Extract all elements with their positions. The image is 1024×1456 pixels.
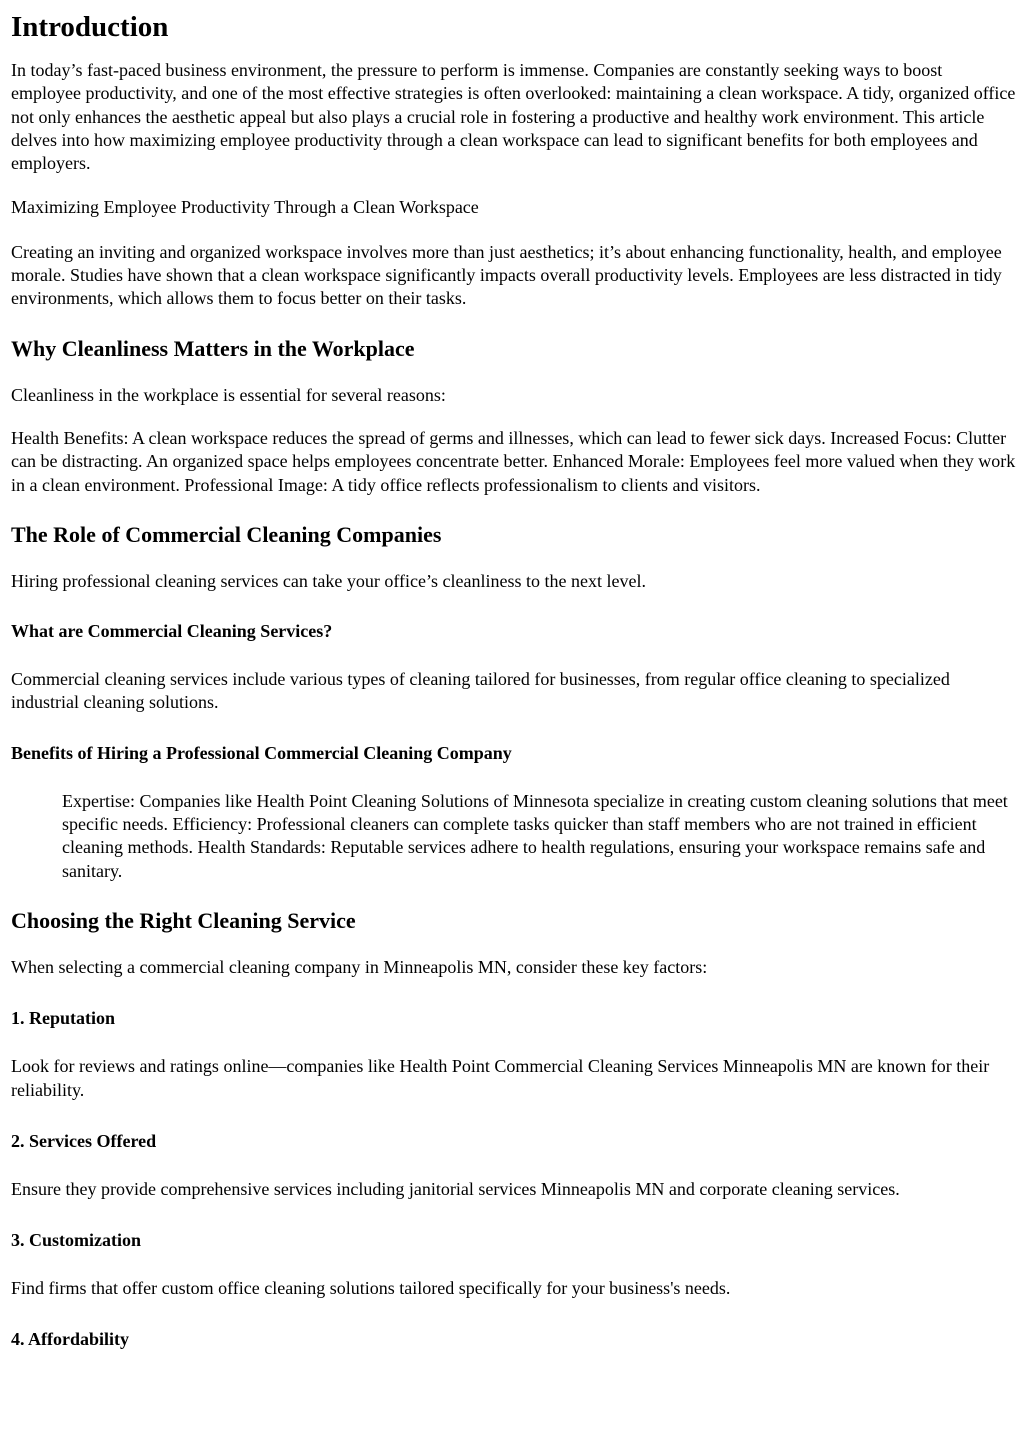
why-lead-paragraph: Cleanliness in the workplace is essential for several reasons: (11, 384, 446, 405)
heading-choosing-service: Choosing the Right Cleaning Service (11, 907, 356, 933)
heading-role-commercial: The Role of Commercial Cleaning Companies (11, 521, 442, 547)
subtitle-line: Maximizing Employee Productivity Through a Clean Workspace (11, 197, 479, 218)
role-lead-paragraph: Hiring professional cleaning services can take your office’s cleanliness to the next level. (11, 570, 646, 591)
factor-body-customization: Find firms that offer custom office cleaning solutions tailored specifically for your business's needs. (11, 1278, 731, 1299)
factor-heading-services: 2. Services Offered (11, 1130, 157, 1151)
factor-body-services: Ensure they provide comprehensive services including janitorial services Minneapolis MN and corporate cleaning services. (11, 1178, 900, 1199)
heading-why-cleanliness: Why Cleanliness Matters in the Workplace (11, 335, 415, 361)
article (0, 10, 1024, 1350)
heading-what-are-services: What are Commercial Cleaning Services? (11, 621, 333, 642)
factor-heading-reputation: 1. Reputation (11, 1008, 116, 1029)
intro-paragraph: In today’s fast-paced business environment, the pressure to perform is immense. Companies are constantly seeking ways to boost employee productivity, and one of the most effective strategies is often overlooked: maintaining a clean workspace. A tidy, organized office not only enhances the aesthetic appeal but also plays a crucial role in fostering a productive and healthy work environment. This article delves into how maximizing employee productivity through a clean workspace can lead to significant benefits for both employees and employers. (11, 60, 1016, 174)
factor-body-reputation: Look for reviews and ratings online—companies like Health Point Commercial Cleaning Services Minneapolis MN are known for their reliability. (11, 1056, 990, 1100)
heading-benefits-hiring: Benefits of Hiring a Professional Commercial Cleaning Company (11, 742, 512, 763)
choosing-lead-paragraph: When selecting a commercial cleaning company in Minneapolis MN, consider these key factors: (11, 956, 708, 977)
subtitle-paragraph: Creating an inviting and organized workspace involves more than just aesthetics; it’s about enhancing functionality, health, and employee morale. Studies have shown that a clean workspace significantly impacts overall productivity levels. Employees are less distracted in tidy environments, which allows them to focus better on their tasks. (11, 241, 1002, 309)
factor-heading-affordability: 4. Affordability (11, 1329, 130, 1350)
page-title: Introduction (11, 11, 169, 43)
factor-heading-customization: 3. Customization (11, 1230, 141, 1251)
benefits-body-paragraph: Expertise: Companies like Health Point Cleaning Solutions of Minnesota specialize in creating custom cleaning solutions that meet specific needs. Efficiency: Professional cleaners can complete tasks quicker than staff members who are not trained in efficient cleaning methods. Health Standards: Reputable services adhere to health regulations, ensuring your workspace remains safe and sanitary. (62, 790, 1008, 881)
why-body-paragraph: Health Benefits: A clean workspace reduces the spread of germs and illnesses, which can lead to fewer sick days. Increased Focus: Clutter can be distracting. An organized space helps employees concentrate better. Enhanced Morale: Employees feel more valued when they work in a clean environment. Professional Image: A tidy office reflects professionalism to clients and visitors. (11, 427, 1016, 495)
what-body-paragraph: Commercial cleaning services include various types of cleaning tailored for businesses, from regular office cleaning to specialized industrial cleaning solutions. (11, 669, 950, 713)
